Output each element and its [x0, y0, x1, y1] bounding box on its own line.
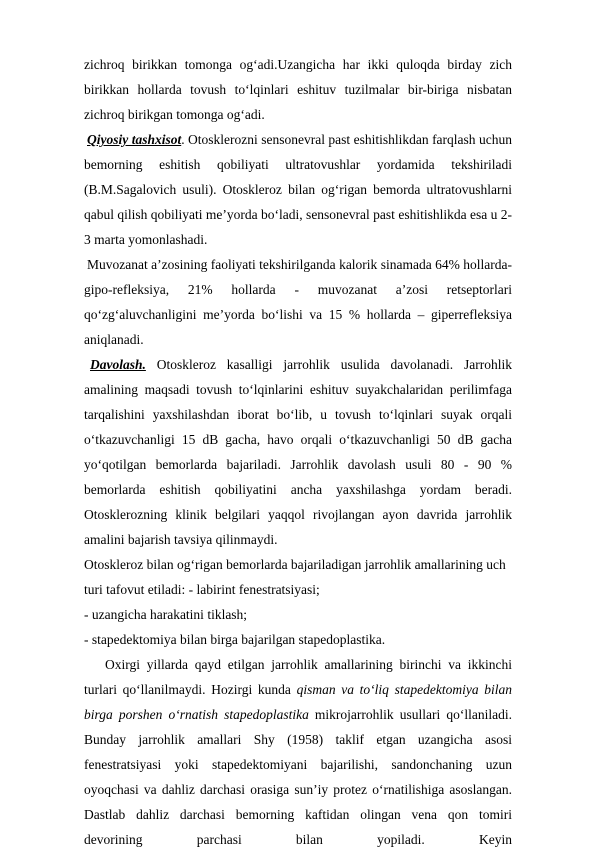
paragraph-surgery-types: Otoskleroz bilan og‘rigan bemorlarda bajariladigan jarrohlik amallarining uch turi tafovut etiladi: - labirint fenestratsiyasi;	[84, 557, 506, 597]
document-page	[84, 52, 512, 852]
paragraph-4-text: Otoskleroz kasalligi jarrohlik usulida davolanadi. Jarrohlik amalining maqsadi tovush to‘lqinlarini eshituv suyakchalaridan perilimfaga tarqalishini yaxshilashdan iborat bo‘lib, u tovush to‘lqinlari suyak orqali o‘tkazuvchanligi 15 dB gacha, havo orqali o‘tkazuvchanligi 50 dB gacha yo‘qotilgan bemorlarda bajariladi. Jarrohlik davolash usuli 80 - 90 % bemorlarda eshitish qobiliyatini ancha yaxshilashga yordam beradi. Otosklerozning klinik belgilari yaqqol rivojlangan ayon davrida jarrohlik amalini bajarish tavsiya qilinmaydi.	[84, 357, 512, 547]
paragraph-stapedoplasty	[84, 652, 512, 852]
paragraph-differential-diagnosis	[84, 127, 512, 252]
term-treatment: Davolash.	[90, 357, 146, 372]
paragraph-treatment	[84, 352, 512, 552]
list-item: - stapedektomiya bilan birga bajarilgan stapedoplastika.	[84, 632, 386, 647]
paragraph-vestibular: Muvozanat a’zosining faoliyati tekshirilganda kalorik sinamada 64% hollarda-gipo-refleksiya, 21% hollarda - muvozanat a’zosi retseptorlari qo‘zg‘aluvchanligini me’yorda bo‘lishi va 15 % hollarda – giperrefleksiya aniqlanadi.	[84, 257, 512, 347]
term-differential-diagnosis: Qiyosiy tashxisot	[87, 132, 182, 147]
paragraph-8-text-a: Oxirgi yillarda qayd etilgan jarrohlik amallarining birinchi va ikkinchi turlari qo‘llanilmaydi. Hozirgi kunda	[84, 657, 512, 697]
italic-phrase: qisman va to‘liq stapedektomiya bilan birga porshen o‘rnatish stapedoplastika	[84, 682, 512, 722]
list-item: - uzangicha harakatini tiklash;	[84, 607, 248, 622]
paragraph-2-text: . Otosklerozni sensonevral past eshitishlikdan farqlash uchun bemorning eshitish qobiliyati ultratovushlar yordamida tekshiriladi (B.M.Sagalovich usuli). Otoskleroz bilan og‘rigan bemorda ultratovushlarni qabul qilish qobiliyati me’yorda bo‘ladi, sensonevral past eshitishlikda esa u 2-3 marta yomonlashadi.	[84, 132, 512, 247]
paragraph-8-text-b: mikrojarrohlik usullari qo‘llaniladi. Bunday jarrohlik amallari Shy (1958) taklif etgan uzangicha asosi fenestratsiyasi yoki stapedektomiyani bajarilishi, sandonchaning uzun oyoqchasi va dahliz darchasi orasiga sun’iy protez o‘rnatilishiga asoslangan. Dastlab dahliz darchasi bemorning kaftidan olingan vena qon tomiri devorining parchasi bilan yopiladi. Keyin	[84, 707, 512, 847]
paragraph-1: zichroq birikkan tomonga og‘adi.Uzangicha har ikki quloqda birday zich birikkan hollarda tovush to‘lqinlari eshituv tuzilmalar bir-biriga nisbatan zichroq birikgan tomonga og‘adi.	[84, 57, 512, 122]
